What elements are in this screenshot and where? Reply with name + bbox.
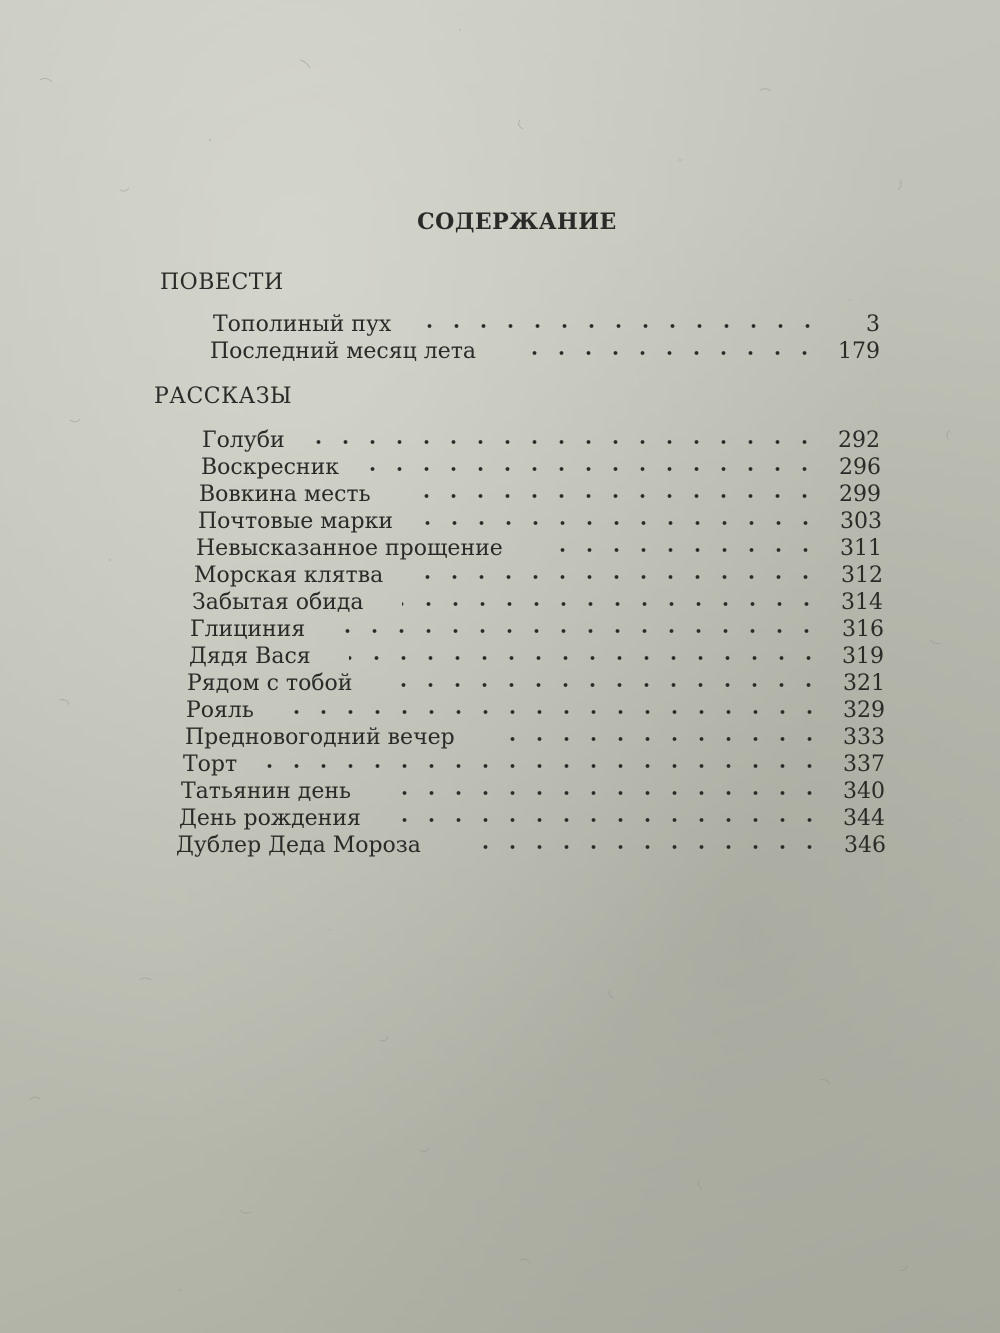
dot-leader	[396, 791, 823, 795]
dot-leader	[392, 683, 822, 687]
toc-entry	[202, 427, 880, 455]
dot-leader	[401, 818, 823, 822]
toc-entry	[196, 535, 882, 563]
toc-entry-title: Рояль	[186, 698, 254, 723]
contents-heading: СОДЕРЖАНИЕ	[417, 209, 617, 235]
toc-entry-page: 329	[843, 698, 885, 723]
toc-entry	[183, 751, 885, 779]
toc-entry-page: 319	[842, 644, 884, 669]
toc-entry-page: 303	[840, 509, 882, 534]
toc-entry	[187, 670, 885, 698]
toc-entry-page: 316	[842, 617, 884, 642]
toc-entry-title: Морская клятва	[194, 563, 384, 588]
dot-leader	[281, 710, 823, 714]
section-title-rasskazy: РАССКАЗЫ	[154, 384, 293, 409]
toc-entry	[185, 724, 885, 752]
toc-entry	[192, 589, 883, 617]
toc-entry-page: 321	[843, 671, 885, 696]
dot-leader	[404, 494, 818, 498]
dot-leader	[349, 656, 822, 660]
dot-leader	[423, 521, 819, 525]
toc-entry	[189, 643, 884, 671]
toc-entry-title: Татьянин день	[181, 779, 352, 804]
toc-entry-page: 344	[843, 806, 885, 831]
dot-leader	[500, 737, 823, 741]
toc-entry-title: Дублер Деда Мороза	[176, 833, 421, 858]
toc-entry-title: Предновогодний вечер	[185, 725, 455, 750]
toc-entry-page: 179	[838, 339, 880, 364]
toc-entry-title: Почтовые марки	[198, 509, 394, 534]
toc-entry	[201, 454, 881, 482]
dot-leader	[538, 548, 819, 552]
toc-entry-title: Забытая обида	[192, 590, 364, 615]
toc-entry-page: 3	[866, 312, 880, 337]
dot-leader	[425, 324, 821, 328]
toc-entry-page: 337	[843, 752, 885, 777]
toc-entry-title: Рядом с тобой	[187, 671, 353, 696]
dot-leader	[366, 467, 818, 471]
toc-entry-page: 299	[839, 482, 881, 507]
toc-entry-title: Последний месяц лета	[210, 339, 477, 364]
toc-entry-title: Воскресник	[201, 455, 339, 480]
toc-entry	[213, 311, 880, 339]
toc-entry-title: Торт	[183, 752, 238, 777]
dot-leader	[414, 575, 819, 579]
toc-entry-page: 311	[840, 536, 882, 561]
toc-entry	[199, 481, 881, 509]
toc-entry	[186, 697, 885, 725]
dot-leader	[510, 351, 818, 355]
toc-entry-title: Дядя Вася	[189, 644, 311, 669]
toc-entry	[194, 562, 883, 590]
dot-leader	[466, 845, 823, 849]
toc-entry-title: Голуби	[202, 428, 285, 453]
toc-entry	[179, 805, 885, 833]
toc-entry-page: 346	[844, 833, 886, 858]
section-title-povesti: ПОВЕСТИ	[160, 270, 284, 295]
toc-entry-page: 340	[843, 779, 885, 804]
toc-entry	[198, 508, 882, 536]
dot-leader	[258, 764, 823, 768]
toc-entry-title: Глициния	[190, 617, 306, 642]
dot-leader	[330, 629, 820, 633]
dot-leader	[310, 440, 818, 444]
toc-entry	[190, 616, 884, 644]
toc-entry-page: 312	[841, 563, 883, 588]
dot-leader	[402, 602, 820, 606]
toc-entry-page: 292	[838, 428, 880, 453]
toc-entry-title: Невысказанное прощение	[196, 536, 503, 561]
toc-entry	[210, 338, 880, 366]
toc-entry	[176, 832, 886, 860]
toc-entry-page: 314	[841, 590, 883, 615]
toc-entry-title: Вовкина месть	[199, 482, 371, 507]
toc-entry	[181, 778, 885, 806]
toc-entry-title: Тополиный пух	[213, 312, 392, 337]
toc-entry-title: День рождения	[179, 806, 361, 831]
toc-entry-page: 296	[839, 455, 881, 480]
toc-entry-page: 333	[843, 725, 885, 750]
